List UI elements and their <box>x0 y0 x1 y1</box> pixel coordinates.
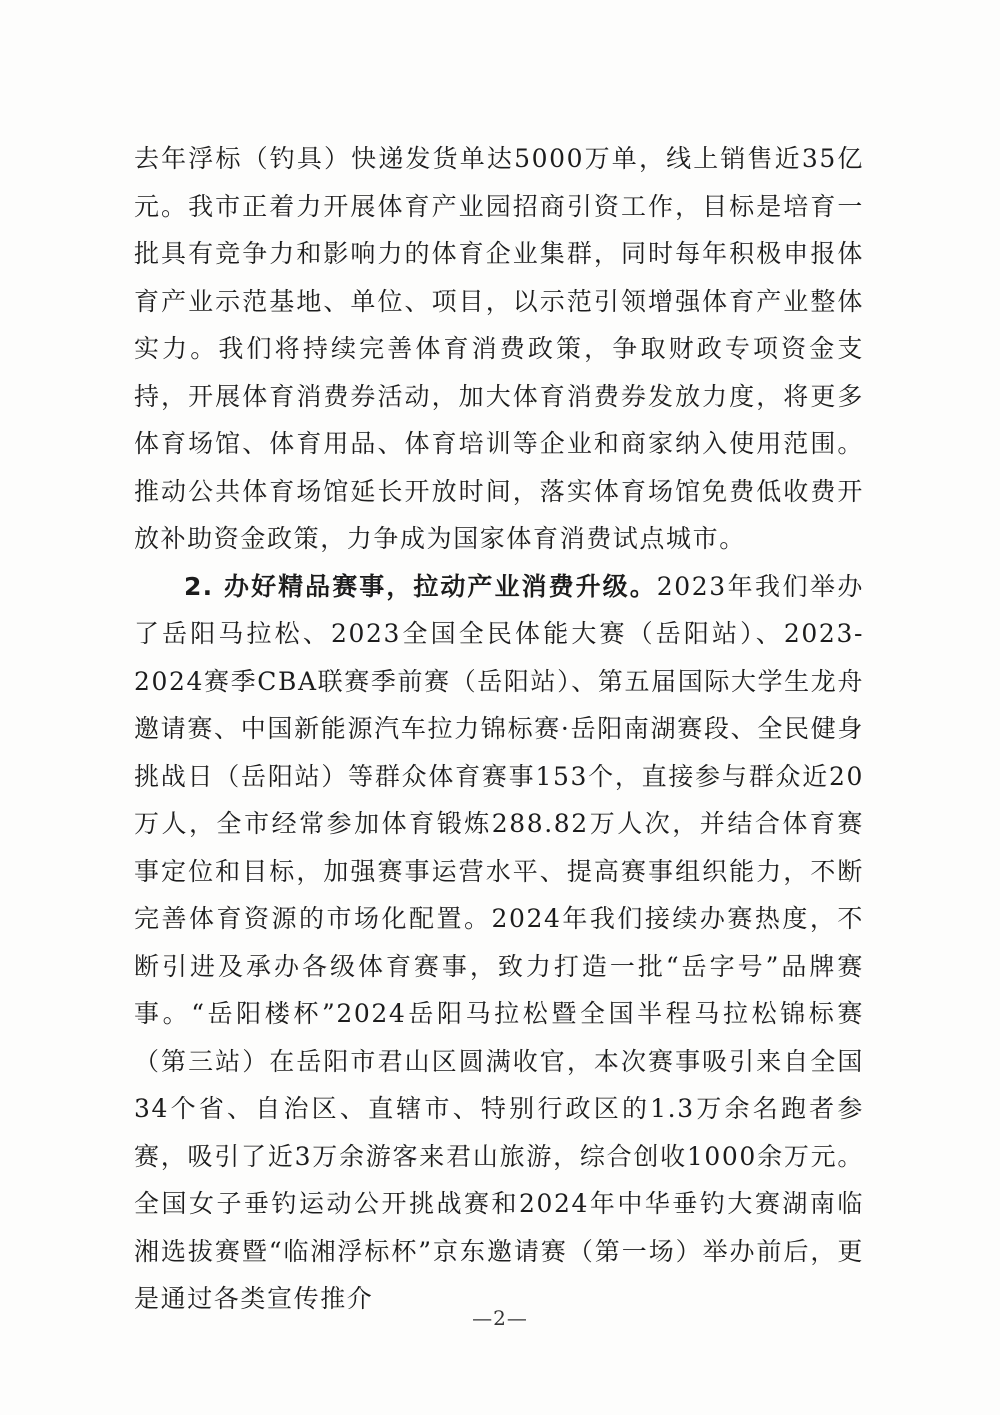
paragraph-2-heading: 2. 办好精品赛事，拉动产业消费升级。 <box>184 571 657 601</box>
paragraph-1 <box>134 135 864 563</box>
page-number: —2— <box>472 1306 528 1330</box>
paragraph-1-text: 去年浮标（钓具）快递发货单达5000万单，线上销售近35亿元。我市正着力开展体育产业园招商引资工作，目标是培育一批具有竞争力和影响力的体育企业集群，同时每年积极申报体育产业示范基地、单位、项目，以示范引领增强体育产业整体实力。我们将持续完善体育消费政策，争取财政专项资金支持，开展体育消费券活动，加大体育消费券发放力度，将更多体育场馆、体育用品、体育培训等企业和商家纳入使用范围。推动公共体育场馆延长开放时间，落实体育场馆免费低收费开放补助资金政策，力争成为国家体育消费试点城市。 <box>134 144 864 553</box>
document-body <box>134 135 864 1323</box>
paragraph-2-text: 2023年我们举办了岳阳马拉松、2023全国全民体能大赛（岳阳站）、2023-2024赛季CBA联赛季前赛（岳阳站）、第五届国际大学生龙舟邀请赛、中国新能源汽车拉力锦标赛·岳阳南湖赛段、全民健身挑战日（岳阳站）等群众体育赛事153个，直接参与群众近20万人，全市经常参加体育锻炼288.82万人次，并结合体育赛事定位和目标，加强赛事运营水平、提高赛事组织能力，不断完善体育资源的市场化配置。2024年我们接续办赛热度，不断引进及承办各级体育赛事，致力打造一批“岳字号”品牌赛事。“岳阳楼杯”2024岳阳马拉松暨全国半程马拉松锦标赛（第三站）在岳阳市君山区圆满收官，本次赛事吸引来自全国34个省、自治区、直辖市、特别行政区的1.3万余名跑者参赛，吸引了近3万余游客来君山旅游，综合创收1000余万元。全国女子垂钓运动公开挑战赛和2024年中华垂钓大赛湖南临湘选拔赛暨“临湘浮标杯”京东邀请赛（第一场）举办前后，更是通过各类宣传推介 <box>134 571 864 1313</box>
paragraph-2 <box>134 563 864 1323</box>
